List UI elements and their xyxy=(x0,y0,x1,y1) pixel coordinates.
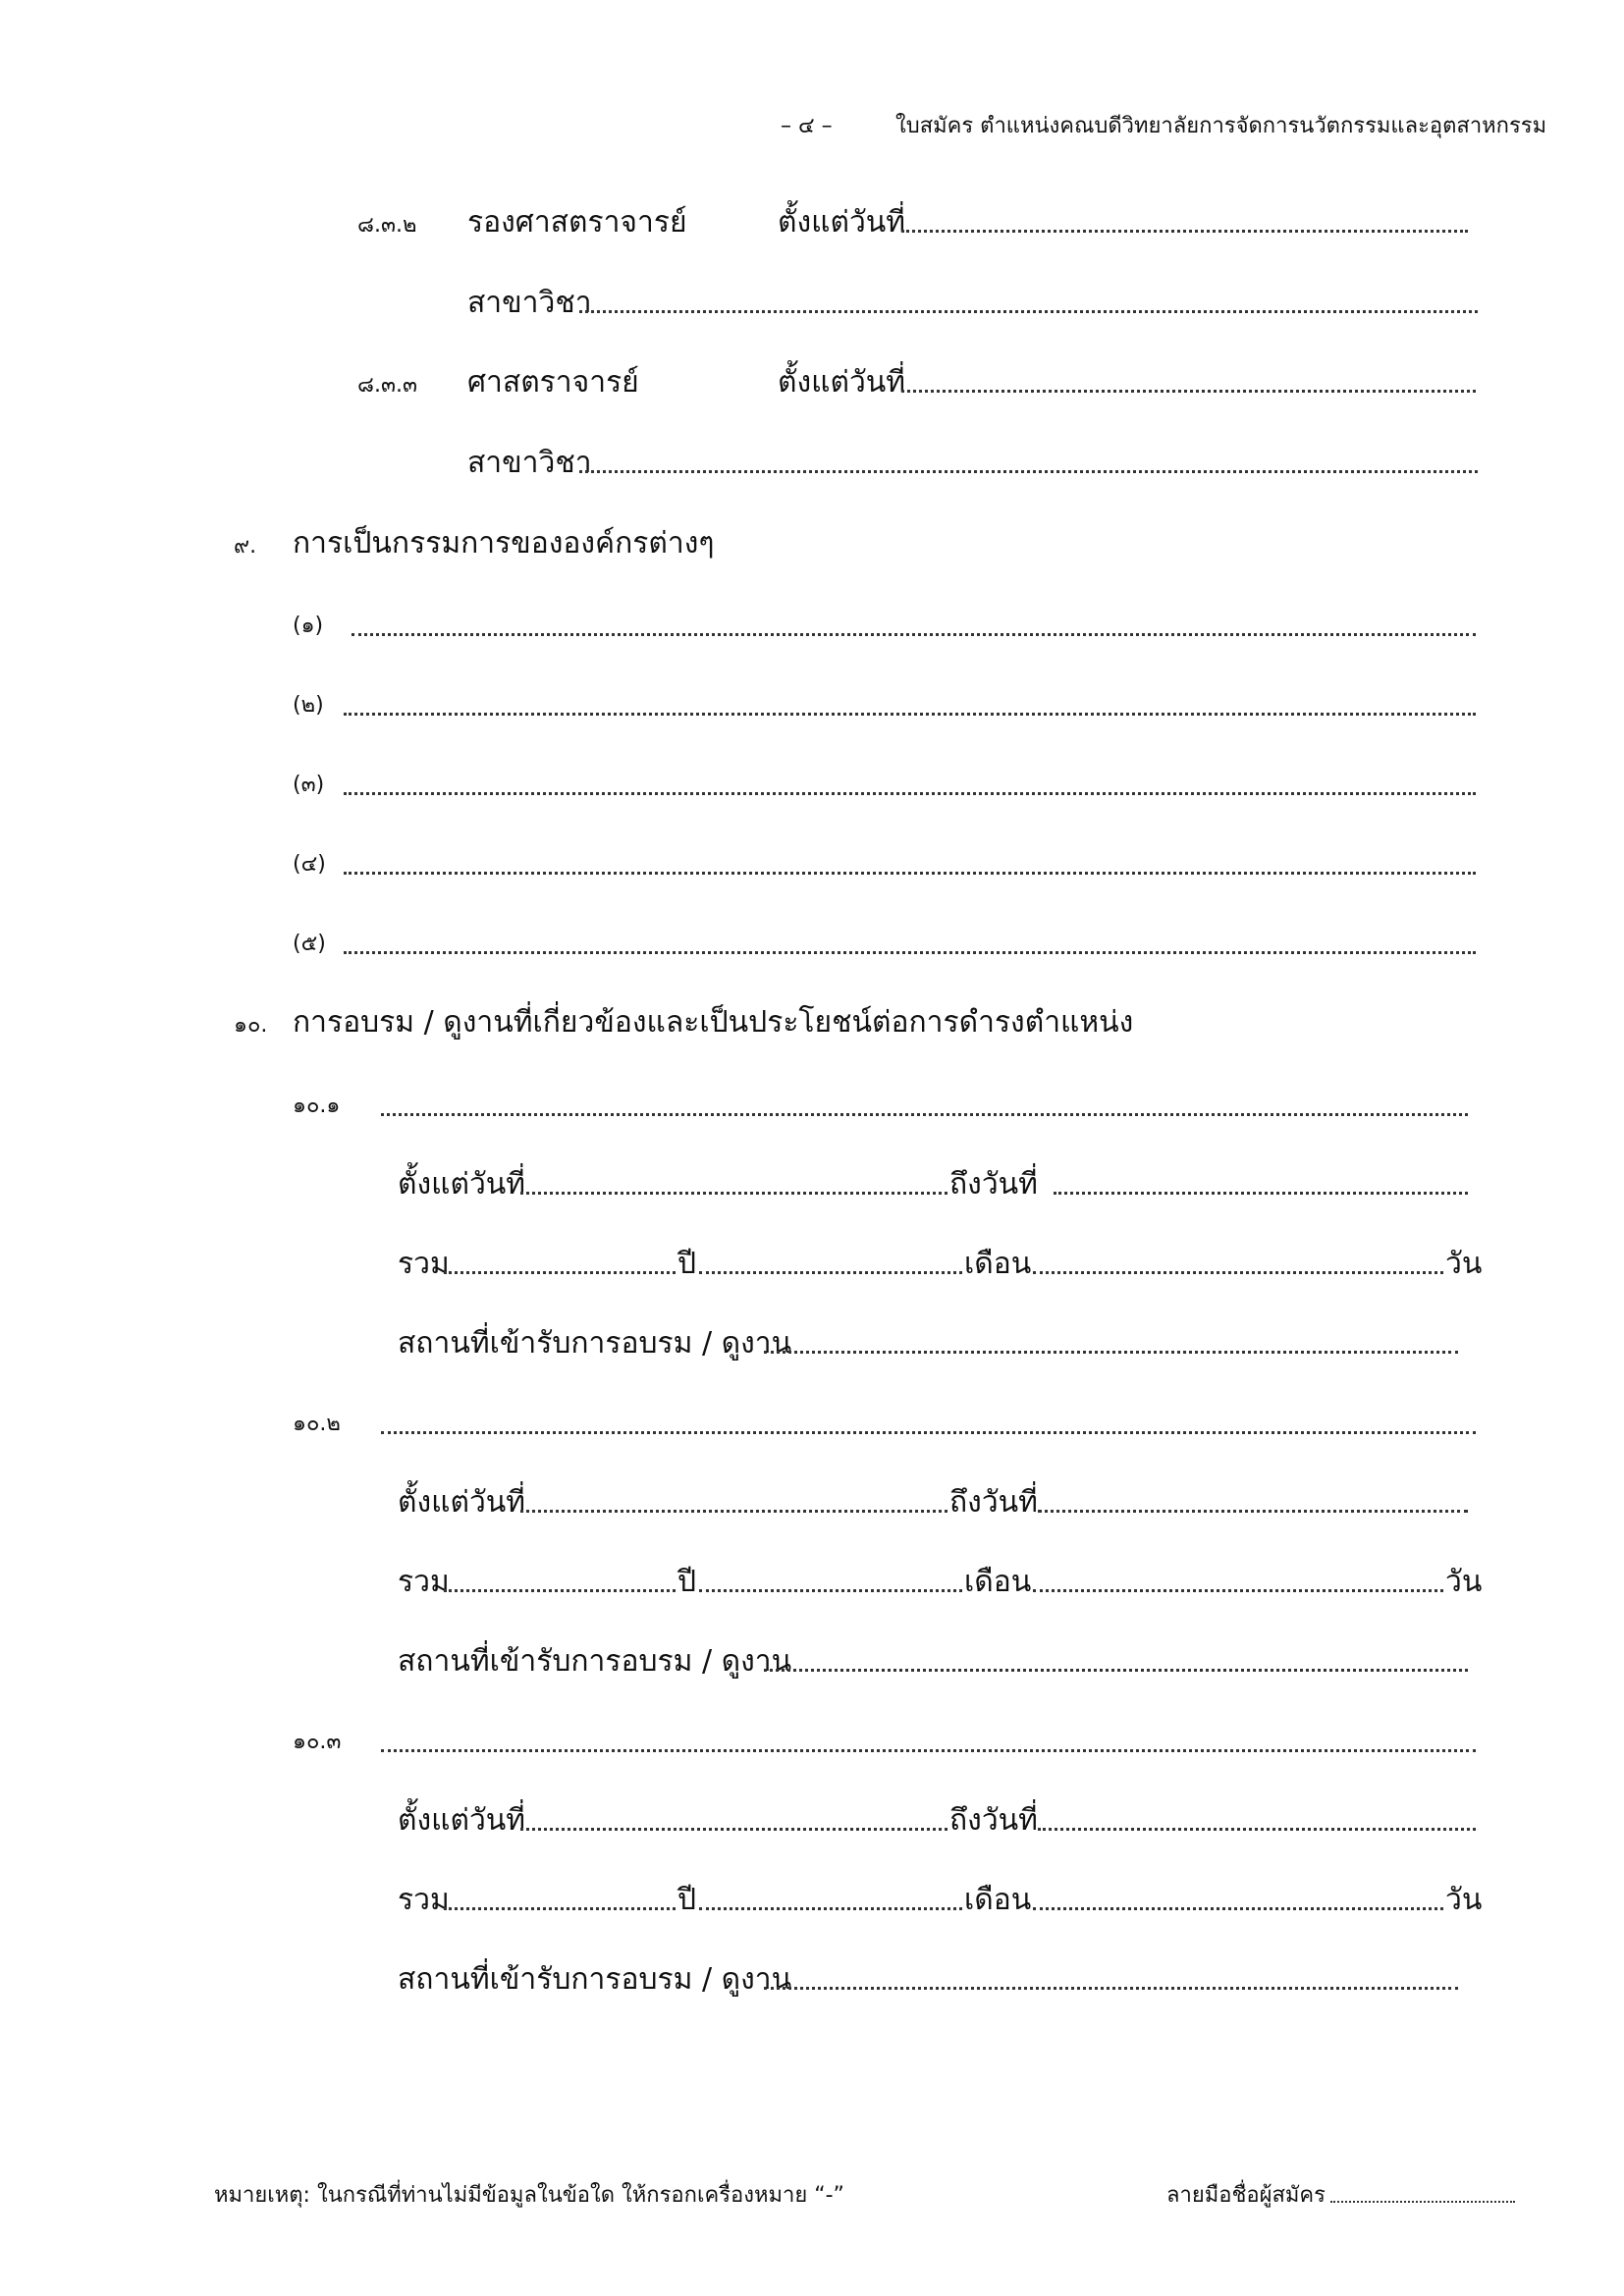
day-label: วัน xyxy=(1445,1883,1483,1917)
field-label: สาขาวิชา xyxy=(467,446,592,480)
since-date-field[interactable] xyxy=(520,1510,947,1513)
section-10-title: การอบรม / ดูงานที่เกี่ยวข้องและเป็นประโยชน์ต่อการดำรงตำแหน่ง xyxy=(293,1005,1134,1040)
month-label: เดือน xyxy=(964,1247,1032,1281)
years-field[interactable] xyxy=(444,1271,676,1274)
since-label: ตั้งแต่วันที่ xyxy=(778,365,906,400)
signature-label: ลายมือชื่อผู้สมัคร xyxy=(1166,2183,1326,2208)
training-item-number: ๑๐.๑ xyxy=(293,1094,341,1118)
list-item-number: (๑) xyxy=(293,614,324,638)
until-date-field[interactable] xyxy=(1054,1192,1468,1195)
until-date-field[interactable] xyxy=(1038,1510,1468,1513)
list-item-number: (๒) xyxy=(293,693,324,718)
field-label: สาขาวิชา xyxy=(467,286,592,320)
committee-field-2[interactable] xyxy=(344,713,1476,716)
since-date-field[interactable] xyxy=(901,390,1476,393)
section-9-number: ๙. xyxy=(234,534,257,559)
months-field[interactable] xyxy=(699,1589,962,1592)
training-title-field[interactable] xyxy=(381,1113,1468,1116)
since-date-field[interactable] xyxy=(901,230,1468,233)
committee-field-5[interactable] xyxy=(344,951,1476,954)
year-label: ปี xyxy=(677,1883,697,1917)
list-item-number: (๕) xyxy=(293,932,326,956)
list-item-number: (๔) xyxy=(293,852,326,877)
days-field[interactable] xyxy=(1033,1589,1443,1592)
months-field[interactable] xyxy=(699,1271,962,1274)
since-date-field[interactable] xyxy=(520,1828,947,1831)
since-label: ตั้งแต่วันที่ xyxy=(398,1485,526,1520)
committee-field-1[interactable] xyxy=(352,633,1476,636)
form-title: ใบสมัคร ตำแหน่งคณบดีวิทยาลัยการจัดการนวัตกรรมและอุตสาหกรรม xyxy=(895,114,1547,138)
signature-field[interactable] xyxy=(1330,2201,1515,2203)
total-label: รวม xyxy=(398,1565,450,1599)
place-field[interactable] xyxy=(764,1351,1458,1354)
day-label: วัน xyxy=(1445,1565,1483,1599)
training-item-number: ๑๐.๓ xyxy=(293,1730,342,1754)
training-title-field[interactable] xyxy=(381,1749,1476,1752)
committee-field-3[interactable] xyxy=(344,792,1476,795)
month-label: เดือน xyxy=(964,1883,1032,1917)
years-field[interactable] xyxy=(444,1907,676,1910)
committee-field-4[interactable] xyxy=(344,872,1476,875)
training-item-number: ๑๐.๒ xyxy=(293,1412,341,1436)
training-title-field[interactable] xyxy=(381,1431,1476,1434)
since-date-field[interactable] xyxy=(520,1192,947,1195)
total-label: รวม xyxy=(398,1883,450,1917)
rank-prof: ศาสตราจารย์ xyxy=(467,365,639,400)
place-field[interactable] xyxy=(764,1669,1468,1672)
day-label: วัน xyxy=(1445,1247,1483,1281)
until-label: ถึงวันที่ xyxy=(949,1167,1038,1201)
months-field[interactable] xyxy=(699,1907,962,1910)
section-10-number: ๑๐. xyxy=(234,1013,268,1038)
until-label: ถึงวันที่ xyxy=(949,1485,1038,1520)
year-label: ปี xyxy=(677,1247,697,1281)
month-label: เดือน xyxy=(964,1565,1032,1599)
list-item-number: (๓) xyxy=(293,773,325,797)
field-input[interactable] xyxy=(579,310,1478,313)
until-label: ถึงวันที่ xyxy=(949,1803,1038,1838)
field-input[interactable] xyxy=(579,470,1478,473)
since-label: ตั้งแต่วันที่ xyxy=(398,1803,526,1838)
item-number-8-3-3: ๘.๓.๓ xyxy=(357,373,418,398)
place-field[interactable] xyxy=(764,1987,1458,1990)
section-9-title: การเป็นกรรมการขององค์กรต่างๆ xyxy=(293,526,715,561)
days-field[interactable] xyxy=(1033,1271,1443,1274)
until-date-field[interactable] xyxy=(1038,1828,1476,1831)
total-label: รวม xyxy=(398,1247,450,1281)
rank-assoc-prof: รองศาสตราจารย์ xyxy=(467,205,687,240)
place-label: สถานที่เข้ารับการอบรม / ดูงาน xyxy=(398,1326,792,1361)
days-field[interactable] xyxy=(1033,1907,1443,1910)
place-label: สถานที่เข้ารับการอบรม / ดูงาน xyxy=(398,1644,792,1679)
place-label: สถานที่เข้ารับการอบรม / ดูงาน xyxy=(398,1962,792,1997)
page-number: – ๔ – xyxy=(781,114,833,138)
years-field[interactable] xyxy=(444,1589,676,1592)
item-number-8-3-2: ๘.๓.๒ xyxy=(357,213,417,238)
year-label: ปี xyxy=(677,1565,697,1599)
footer-note: หมายเหตุ: ในกรณีที่ท่านไม่มีข้อมูลในข้อใด ให้กรอกเครื่องหมาย “-” xyxy=(214,2183,844,2208)
since-label: ตั้งแต่วันที่ xyxy=(398,1167,526,1201)
since-label: ตั้งแต่วันที่ xyxy=(778,205,906,240)
